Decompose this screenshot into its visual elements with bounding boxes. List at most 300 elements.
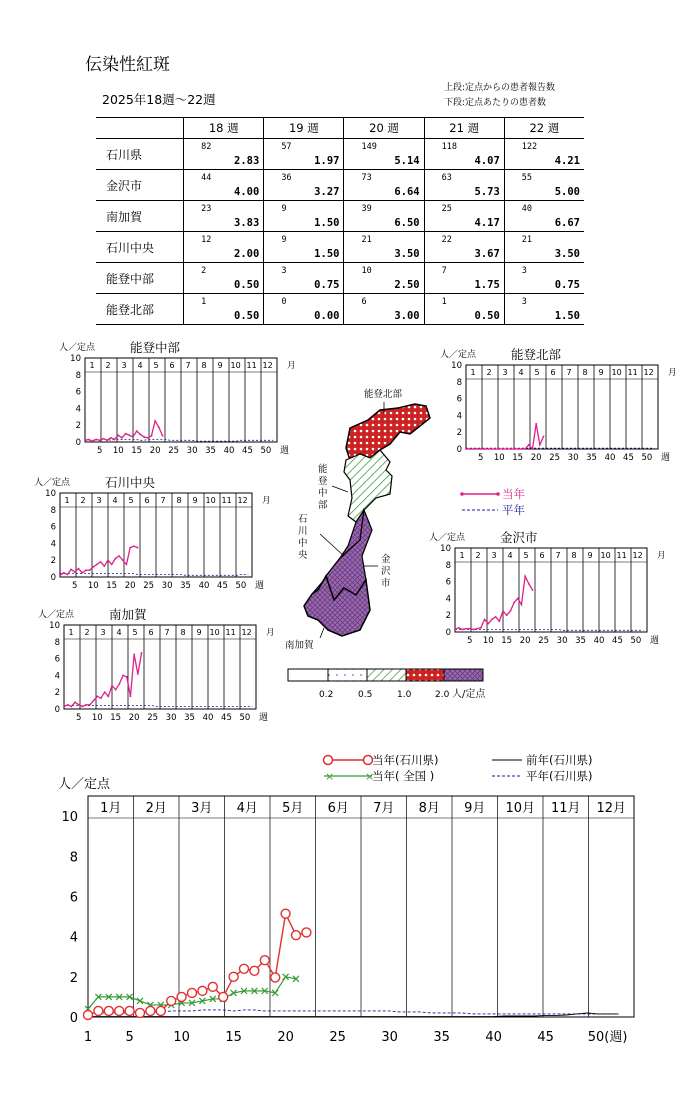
month-label: 7月 — [373, 801, 395, 816]
x-tick-label: 15 — [131, 446, 143, 456]
data-point — [93, 700, 95, 702]
rate-per-sentinel: 3.83 — [234, 217, 260, 229]
patient-count: 9 — [281, 204, 287, 214]
mini-title: 金沢市 — [500, 530, 538, 545]
x-tick-label: 50 — [239, 713, 251, 723]
month-label: 8 — [201, 361, 207, 370]
data-point — [487, 448, 489, 450]
patient-count: 36 — [281, 173, 292, 183]
patient-count: 149 — [361, 142, 377, 152]
legend-current-label: 当年 — [502, 487, 525, 501]
data-point — [99, 439, 101, 441]
data-point — [85, 569, 87, 571]
x-tick-label: 45 — [242, 446, 253, 456]
svg-text:能: 能 — [318, 464, 328, 475]
month-label: 1月 — [100, 801, 122, 816]
x-tick-label: 40 — [198, 581, 210, 591]
data-point — [495, 448, 497, 450]
x-tick-label: 50 — [641, 453, 653, 463]
data-point — [111, 685, 113, 687]
patient-count: 1 — [441, 297, 447, 307]
y-tick-label: 6 — [69, 890, 78, 906]
rate-per-sentinel: 6.64 — [394, 186, 420, 198]
data-point — [103, 438, 105, 440]
table-cell — [264, 232, 344, 263]
x-tick-label: 10 — [482, 636, 494, 646]
data-point — [70, 706, 72, 708]
data-point — [137, 547, 139, 549]
table-row — [96, 263, 584, 294]
table-cell — [424, 201, 504, 232]
y-tick-label: 2 — [50, 556, 56, 567]
rate-per-sentinel: 4.21 — [554, 155, 580, 167]
patient-count: 3 — [521, 266, 527, 276]
table-cell — [424, 170, 504, 201]
month-label: 4 — [112, 496, 118, 505]
week-header: 21 週 — [424, 118, 504, 139]
table-cell — [184, 232, 264, 263]
region-name: 能登中部 — [96, 263, 184, 294]
data-point — [139, 434, 141, 436]
data-point — [132, 436, 134, 438]
x-tick-label: 10 — [87, 581, 99, 591]
rate-per-sentinel: 6.50 — [394, 217, 420, 229]
x-tick-label: 15 — [512, 453, 524, 463]
patient-count: 1 — [201, 297, 207, 307]
rate-per-sentinel: 0.00 — [314, 310, 340, 322]
report-table — [96, 117, 584, 325]
y-tick-label: 0 — [445, 628, 451, 638]
scale-tick: 0.5 — [358, 690, 373, 700]
y-tick-label: 4 — [50, 539, 56, 550]
data-point — [84, 439, 86, 441]
week-unit: 週 — [661, 453, 671, 463]
x-tick-label: 35 — [586, 453, 597, 463]
month-unit: 月 — [287, 361, 296, 371]
month-unit: 月 — [262, 496, 271, 506]
table-cell — [504, 263, 584, 294]
month-label: 12 — [237, 496, 248, 505]
x-tick-label: 50(週) — [587, 1030, 628, 1045]
table-cell — [424, 139, 504, 170]
x-tick-label: 20 — [519, 636, 531, 646]
table-cell — [344, 294, 424, 325]
mini-chart-noto-hokubu — [436, 345, 686, 467]
month-label: 11 — [221, 496, 232, 505]
rate-per-sentinel: 2.00 — [234, 248, 260, 260]
month-label: 10 — [611, 368, 622, 377]
data-point — [137, 673, 139, 675]
period-label: 2025年18週〜22週 — [102, 92, 216, 107]
x-tick-label: 30 — [186, 446, 198, 456]
rate-per-sentinel: 3.50 — [394, 248, 420, 260]
rate-per-sentinel: 0.50 — [234, 279, 260, 291]
y-tick-label: 8 — [456, 377, 462, 388]
x-tick-label: 20 — [530, 453, 542, 463]
y-tick-label: 4 — [69, 930, 78, 946]
patient-count: 55 — [521, 173, 533, 183]
data-point — [107, 559, 109, 561]
data-point — [465, 448, 467, 450]
scale-tick: 2.0 — [435, 690, 450, 700]
rate-per-sentinel: 4.00 — [234, 186, 260, 198]
month-label: 2 — [105, 361, 111, 370]
y-tick-label: 4 — [456, 411, 462, 422]
data-point — [92, 566, 94, 568]
table-cell — [504, 170, 584, 201]
table-row — [96, 232, 584, 263]
data-point — [100, 561, 102, 563]
data-point — [473, 629, 475, 631]
data-point — [111, 564, 113, 566]
y-tick-label: 4 — [75, 404, 81, 415]
patient-count: 122 — [521, 142, 538, 152]
data-point-current — [167, 996, 176, 1005]
x-tick-label: 5 — [467, 636, 473, 646]
x-tick-label: 35 — [575, 636, 586, 646]
y-tick-label: 2 — [69, 970, 78, 986]
y-tick-label: 0 — [54, 705, 60, 715]
data-point — [506, 448, 508, 450]
x-tick-label: 5 — [97, 446, 103, 456]
data-point — [469, 448, 471, 450]
x-tick-label: 30 — [161, 581, 173, 591]
month-unit: 月 — [657, 551, 666, 561]
rate-per-sentinel: 0.75 — [314, 279, 340, 291]
mini-chart-minami-kaga — [34, 605, 284, 727]
week-unit: 週 — [650, 636, 660, 646]
mini-title: 能登中部 — [130, 340, 181, 355]
data-point — [59, 574, 61, 576]
month-label: 7 — [160, 496, 166, 505]
data-point-current — [292, 931, 301, 940]
month-label: 1 — [64, 496, 70, 505]
rate-per-sentinel: 3.67 — [474, 248, 500, 260]
month-label: 7 — [185, 361, 191, 370]
rate-per-sentinel: 5.14 — [394, 155, 420, 167]
table-corner — [96, 118, 184, 139]
data-point — [89, 569, 91, 571]
data-point — [107, 696, 109, 698]
data-point — [110, 437, 112, 439]
data-point — [118, 683, 120, 685]
month-label: 7 — [555, 551, 561, 560]
month-label: 10 — [209, 628, 220, 637]
y-tick-label: 10 — [440, 544, 451, 554]
y-tick-label: 10 — [451, 361, 462, 371]
data-point — [513, 448, 515, 450]
month-label: 9 — [587, 551, 593, 560]
x-tick-label: 15 — [225, 1030, 242, 1045]
week-unit: 週 — [259, 713, 269, 723]
patient-count: 73 — [361, 173, 372, 183]
data-point-current — [146, 1006, 155, 1015]
rate-per-sentinel: 2.50 — [394, 279, 420, 291]
data-point-current — [229, 972, 238, 981]
data-point — [122, 675, 124, 677]
rate-per-sentinel: 5.73 — [474, 186, 500, 198]
data-point — [491, 448, 493, 450]
mini-chart-kanazawa — [425, 528, 675, 650]
month-label: 1 — [459, 551, 465, 560]
scale-tick: 1.0 — [397, 690, 412, 700]
map-label-noto-chubu — [318, 463, 328, 511]
data-point — [147, 437, 149, 439]
month-label: 5 — [132, 628, 138, 637]
x-tick-label: 40 — [202, 713, 214, 723]
rate-per-sentinel: 1.50 — [554, 310, 580, 322]
data-point-current — [219, 992, 228, 1001]
table-header-row — [96, 118, 584, 139]
data-point — [63, 572, 65, 574]
table-cell — [264, 139, 344, 170]
data-point — [121, 437, 123, 439]
week-unit: 週 — [255, 581, 265, 591]
data-point — [543, 436, 545, 438]
data-point — [128, 434, 130, 436]
x-tick-label: 20 — [124, 581, 136, 591]
data-point-current — [302, 928, 311, 937]
data-point — [535, 423, 537, 425]
note-lower-row: 下段:定点あたりの患者数 — [444, 98, 547, 108]
data-point-current — [94, 1006, 103, 1015]
data-point — [89, 704, 91, 706]
page-title: 伝染性紅斑 — [85, 55, 170, 75]
week-header: 19 週 — [264, 118, 344, 139]
patient-count: 44 — [201, 173, 212, 183]
month-label: 3月 — [191, 801, 213, 816]
table-cell — [424, 294, 504, 325]
data-point — [502, 448, 504, 450]
x-tick-label: 50 — [630, 636, 642, 646]
table-cell — [424, 263, 504, 294]
data-point-current — [240, 964, 249, 973]
data-point-current — [188, 988, 197, 997]
x-tick-label: 35 — [205, 446, 216, 456]
svg-text:沢: 沢 — [381, 566, 391, 577]
svg-text:×: × — [365, 770, 375, 783]
data-point — [520, 448, 522, 450]
data-point — [517, 448, 519, 450]
x-tick-label: 25 — [329, 1030, 346, 1045]
table-cell — [504, 139, 584, 170]
svg-text:中: 中 — [298, 538, 308, 549]
table-cell — [184, 263, 264, 294]
table-cell — [184, 201, 264, 232]
table-cell — [184, 139, 264, 170]
month-label: 5 — [534, 368, 540, 377]
y-tick-label: 2 — [54, 688, 60, 699]
patient-count: 21 — [521, 235, 533, 245]
data-point — [528, 583, 530, 585]
y-tick-label: 0 — [75, 438, 81, 448]
data-point — [539, 444, 541, 446]
x-tick-label: 10 — [91, 713, 103, 723]
data-point — [469, 628, 471, 630]
month-label: 11 — [225, 628, 236, 637]
data-point — [125, 433, 127, 435]
data-point — [114, 558, 116, 560]
table-cell — [264, 201, 344, 232]
map-label-ishikawa-chuo — [298, 514, 308, 561]
month-label: 8 — [180, 628, 186, 637]
x-tick-label: 25 — [147, 713, 159, 723]
svg-text:部: 部 — [318, 500, 328, 511]
data-point-current — [84, 1010, 93, 1019]
region-noto-hokubu — [346, 404, 430, 460]
month-label: 9 — [217, 361, 223, 370]
month-label: 12 — [241, 628, 252, 637]
data-point — [63, 706, 65, 708]
table-row — [96, 294, 584, 325]
month-label: 3 — [502, 368, 508, 377]
month-label: 5 — [128, 496, 134, 505]
data-point — [96, 696, 98, 698]
y-tick-label: 8 — [75, 370, 81, 381]
region-name: 石川県 — [96, 139, 184, 170]
data-point-current — [115, 1006, 124, 1015]
x-tick-label: 25 — [549, 453, 561, 463]
legend-label: 平年(石川県) — [526, 769, 593, 783]
legend-label: 当年(石川県) — [372, 753, 439, 767]
month-label: 2 — [80, 496, 86, 505]
mini-chart-noto-chubu — [55, 338, 305, 460]
patient-count: 2 — [201, 266, 207, 276]
region-name: 金沢市 — [96, 170, 184, 201]
x-tick-label: 40 — [223, 446, 235, 456]
data-point — [70, 569, 72, 571]
patient-count: 6 — [361, 297, 367, 307]
month-label: 6月 — [327, 801, 349, 816]
patient-count: 63 — [441, 173, 452, 183]
y-tick-label: 4 — [54, 671, 60, 682]
month-label: 10 — [205, 496, 216, 505]
data-point — [524, 575, 526, 577]
x-tick-label: 45 — [612, 636, 623, 646]
month-label: 12 — [262, 361, 273, 370]
month-label: 9 — [196, 628, 202, 637]
legend-label: 前年(石川県) — [526, 753, 593, 767]
month-label: 12月 — [596, 801, 627, 816]
svg-text:中: 中 — [318, 488, 328, 499]
table-cell — [344, 232, 424, 263]
data-point — [502, 610, 504, 612]
x-tick-label: 10 — [493, 453, 505, 463]
data-point — [91, 440, 93, 442]
rate-per-sentinel: 1.75 — [474, 279, 500, 291]
month-label: 10月 — [505, 801, 536, 816]
region-name: 能登北部 — [96, 294, 184, 325]
data-point — [509, 448, 511, 450]
data-point — [458, 627, 460, 629]
rate-per-sentinel: 0.75 — [554, 279, 580, 291]
data-point-current — [281, 909, 290, 918]
month-label: 8月 — [418, 801, 440, 816]
month-label: 2 — [84, 628, 90, 637]
svg-text:金: 金 — [381, 554, 391, 565]
note-upper-row: 上段:定点からの患者報告数 — [444, 83, 556, 93]
data-point — [158, 426, 160, 428]
table-cell — [184, 170, 264, 201]
month-label: 6 — [148, 628, 154, 637]
y-tick-label: 6 — [54, 654, 60, 665]
rate-per-sentinel: 3.27 — [314, 186, 340, 198]
data-point — [136, 430, 138, 432]
data-point — [151, 435, 153, 437]
y-tick-label: 0 — [69, 1011, 78, 1026]
patient-count: 23 — [201, 204, 212, 214]
data-point — [117, 434, 119, 436]
x-tick-label: 25 — [143, 581, 155, 591]
data-point — [461, 629, 463, 631]
y-tick-label: 10 — [70, 354, 81, 364]
month-label: 11 — [246, 361, 257, 370]
svg-text:×: × — [325, 770, 335, 783]
x-tick-label: 25 — [538, 636, 550, 646]
mini-ylabel: 人／定点 — [440, 350, 477, 360]
data-point — [78, 568, 80, 570]
data-point — [487, 623, 489, 625]
table-cell — [504, 294, 584, 325]
color-scale-legend — [285, 666, 515, 702]
patient-count: 3 — [281, 266, 287, 276]
x-tick-label: 40 — [593, 636, 605, 646]
table-cell — [344, 263, 424, 294]
x-tick-label: 10 — [112, 446, 124, 456]
data-point-current — [125, 1006, 134, 1015]
scale-unit: 人/定点 — [452, 689, 486, 700]
month-label: 8 — [176, 496, 182, 505]
month-label: 9 — [192, 496, 198, 505]
mini-title: 能登北部 — [511, 347, 562, 362]
patient-count: 10 — [361, 266, 372, 276]
month-label: 2 — [486, 368, 492, 377]
y-tick-label: 10 — [49, 621, 60, 631]
map-label-noto-hokubu: 能登北部 — [364, 389, 403, 400]
rate-per-sentinel: 2.83 — [234, 155, 260, 167]
table-cell — [504, 201, 584, 232]
month-label: 9 — [598, 368, 604, 377]
week-unit: 週 — [280, 446, 290, 456]
rate-per-sentinel: 0.50 — [474, 310, 500, 322]
data-point — [85, 704, 87, 706]
region-noto-chubu — [344, 450, 392, 522]
month-label: 2月 — [145, 801, 167, 816]
y-tick-label: 6 — [75, 387, 81, 398]
data-point — [66, 574, 68, 576]
month-label: 4 — [116, 628, 122, 637]
patient-count: 39 — [361, 204, 372, 214]
month-label: 12 — [632, 551, 643, 560]
month-label: 11 — [616, 551, 627, 560]
legend-label: 当年( 全国 ) — [372, 769, 435, 783]
month-label: 7 — [566, 368, 572, 377]
y-tick-label: 6 — [456, 394, 462, 405]
svg-text:登: 登 — [318, 476, 328, 487]
data-point — [506, 614, 508, 616]
data-point — [130, 696, 132, 698]
map-series-legend — [458, 485, 568, 521]
patient-count: 9 — [281, 235, 287, 245]
month-label: 3 — [491, 551, 497, 560]
data-point — [154, 420, 156, 422]
data-point — [513, 602, 515, 604]
month-label: 4月 — [236, 801, 258, 816]
month-label: 1 — [470, 368, 476, 377]
data-point — [141, 652, 143, 654]
month-label: 12 — [643, 368, 654, 377]
x-tick-label: 35 — [184, 713, 195, 723]
